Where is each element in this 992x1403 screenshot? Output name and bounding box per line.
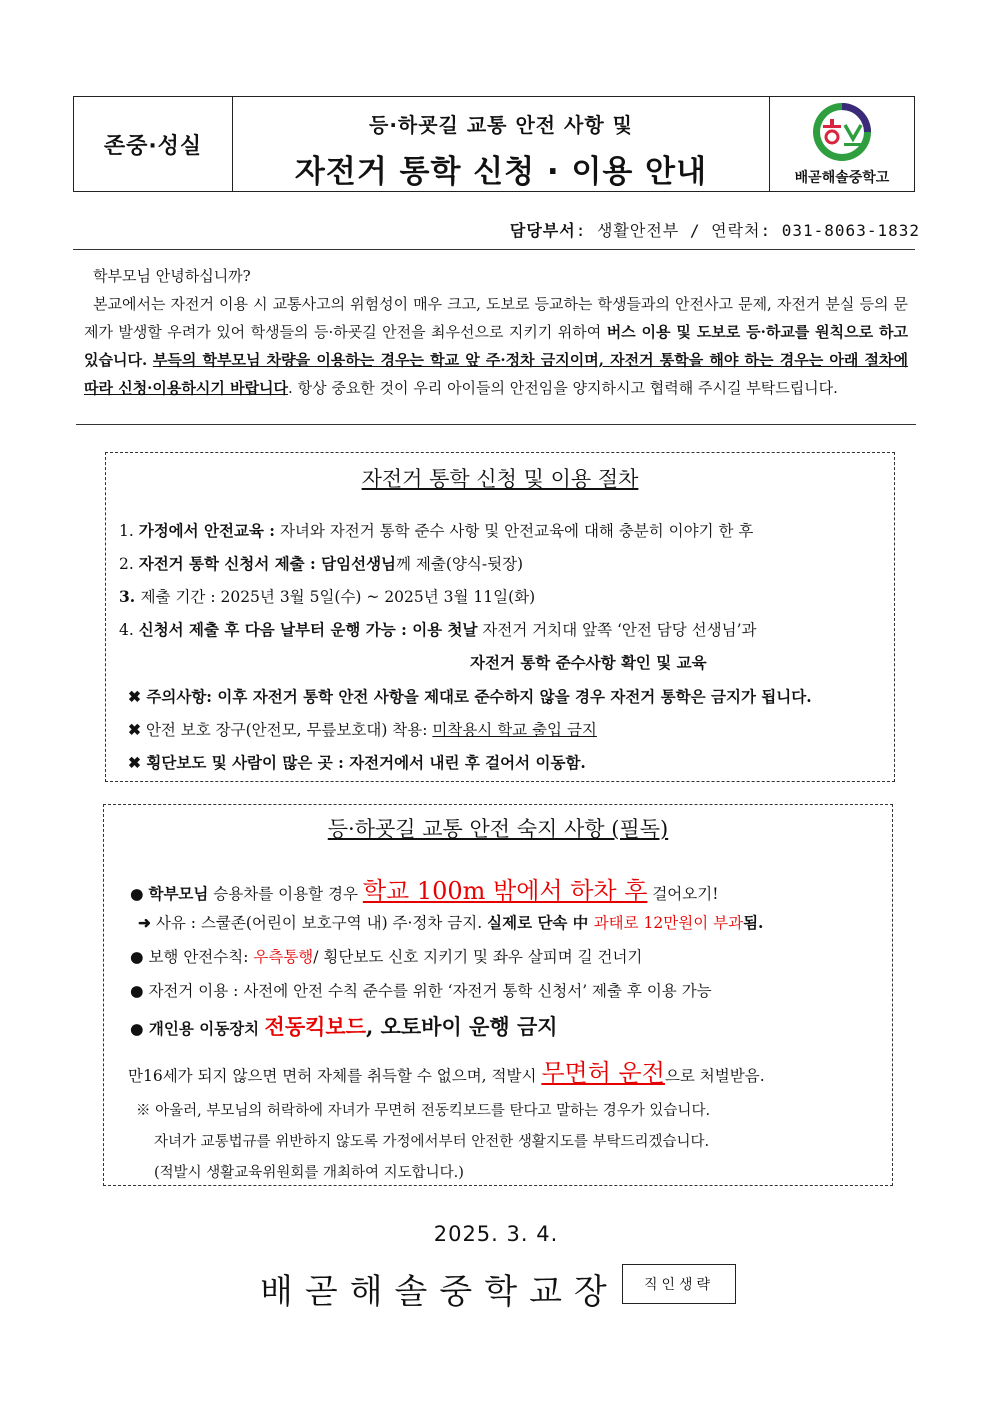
item-text: 자전거 거치대 앞쪽 ‘안전 담당 선생님’과 <box>477 621 757 639</box>
procedure-item-1 <box>119 519 753 541</box>
cross-mark-icon: ✖ <box>128 687 141 706</box>
principal-name: 배곧해솔중학교장 <box>260 1272 619 1312</box>
logo-cell <box>770 97 914 191</box>
department-label: 담당부서 <box>509 221 576 240</box>
safety-bullet-1 <box>130 871 718 906</box>
intro-text-a: 본교에서는 자전거 이용 시 교통사고의 위험성이 매우 크고, 도보로 등교하는 학생들과의 안전사고 문제, 자전거 분실 등의 문제가 발생할 우려가 있어 학생들의 등·하굣길 안전을 최우선으로 지키기 위하여 <box>84 295 908 341</box>
caution-text: 안전 보호 장구(안전모, 무릎보호대) 착용: <box>145 721 433 739</box>
intro-underlined-rule: 부득의 학부모님 차량을 이용하는 경우는 학교 앞 주·정차 금지이며, 자전거 통학을 해야 하는 경우는 아래 절차에 따라 신청·이용하시기 바랍니다 <box>84 351 908 397</box>
safety-title-text: 등·하굣길 교통 안전 숙지 사항 (필독) <box>327 817 669 841</box>
procedure-item-4 <box>119 618 757 640</box>
bullet-text-end: 걸어오기! <box>647 885 719 903</box>
divider-top <box>73 249 915 250</box>
header-table <box>73 96 915 192</box>
parent-note-2: 자녀가 교통법규를 위반하지 않도록 가정에서부터 안전한 생활지도를 부탁드리겠습니다. <box>154 1134 710 1150</box>
bullet-red-highlight: 학교 100m 밖에서 하차 후 <box>362 877 648 905</box>
motto-cell <box>74 97 233 191</box>
seal-text: 직인생략 <box>643 1277 715 1293</box>
parent-note-1: ※ 아울러, 부모님의 허락하에 자녀가 무면허 전동킥보드를 탄다고 말하는 경우가 있습니다. <box>136 1103 711 1119</box>
safety-bullet-4 <box>130 1011 558 1041</box>
divider-bottom <box>76 424 916 425</box>
procedure-title-text: 자전거 통학 신청 및 이용 절차 <box>361 467 639 491</box>
reason-red-fine: 과태로 12만원이 부과 <box>593 914 744 932</box>
cross-mark-icon: ✖ <box>128 720 141 739</box>
license-red-highlight: 무면허 운전 <box>541 1059 665 1087</box>
procedure-item-4-cont: 자전거 통학 준수사항 확인 및 교육 <box>470 653 707 672</box>
bullet-text-end: , 오토바이 운행 금지 <box>365 1014 558 1039</box>
title-line-1: 등·하굣길 교통 안전 사항 및 <box>369 113 633 137</box>
title-cell <box>233 97 770 191</box>
license-warning <box>128 1053 765 1088</box>
item-bold: 신청서 제출 후 다음 날부터 운행 가능 : 이용 첫날 <box>138 620 478 639</box>
caution-note-3 <box>128 751 586 773</box>
safety-reason <box>138 911 763 933</box>
reason-bold: 실제로 단속 中 <box>487 913 594 932</box>
bullet-icon: ● <box>130 982 144 1000</box>
procedure-item-2 <box>119 552 523 574</box>
item-number: 4. <box>119 621 139 639</box>
item-number: 3. <box>119 587 141 606</box>
item-number: 1. <box>119 522 139 540</box>
safety-bullet-2 <box>130 945 642 967</box>
intro-bold-principle: 버스 이용 및 도보로 등·하교를 원칙으로 하고 있습니다. <box>84 323 908 369</box>
cross-mark-icon: ✖ <box>128 753 141 772</box>
document-date: 2025. 3. 4. <box>433 1222 559 1246</box>
safety-bullet-3 <box>130 979 712 1001</box>
caution-text: 주의사항: 이후 자전거 통학 안전 사항을 제대로 준수하지 않을 경우 자전거 통학은 금지가 됩니다. <box>146 687 812 706</box>
reason-text-b: 어린이 보호구역 내 <box>251 914 382 932</box>
bullet-text: 보행 안전수칙: <box>143 948 254 966</box>
reason-text-a: 사유 : 스쿨존( <box>151 914 252 932</box>
greeting: 학부모님 안녕하십니까? <box>93 267 251 285</box>
item-bold: 가정에서 안전교육 : <box>138 521 276 540</box>
bullet-icon: ● <box>130 885 144 903</box>
intro-text <box>84 262 908 402</box>
bullet-bold: 개인용 이동장치 <box>143 1019 265 1038</box>
school-logo-icon <box>807 101 877 163</box>
bullet-red-highlight: 우측통행 <box>253 948 314 966</box>
bullet-text: 승용차를 이용할 경우 <box>208 885 363 903</box>
arrow-icon: ➜ <box>138 913 151 932</box>
title-line-2: 자전거 통학 신청 · 이용 안내 <box>294 154 708 190</box>
parent-note-3: (적발시 생활교육위원회를 개최하여 지도합니다.) <box>154 1165 464 1181</box>
item-text: 께 제출(양식-뒷장) <box>396 555 524 573</box>
item-number: 2. <box>119 555 139 573</box>
bullet-icon: ● <box>130 948 144 966</box>
license-text: 만16세가 되지 않으면 면허 자체를 취득할 수 없으며, 적발시 <box>128 1067 542 1085</box>
bullet-icon: ● <box>130 1020 144 1038</box>
bullet-text-end: / 횡단보도 신호 지키기 및 좌우 살피며 길 건너기 <box>313 948 643 966</box>
procedure-item-3 <box>119 585 535 607</box>
bullet-bold: 학부모님 <box>148 884 209 903</box>
procedure-title <box>106 463 894 493</box>
bullet-text: 자전거 이용 : 사전에 안전 수칙 준수를 위한 ‘자전거 통학 신청서’ 제출 후 이용 가능 <box>143 982 712 1000</box>
school-motto: 존중·성실 <box>103 133 203 159</box>
intro-text-end: . 항상 중요한 것이 우리 아이들의 안전임을 양지하시고 협력해 주시길 부탁드립니다. <box>288 379 838 397</box>
item-text: 제출 기간 : 2025년 3월 5일(수) ~ 2025년 3월 11일(화) <box>140 588 536 606</box>
reason-end: 됨. <box>743 913 764 932</box>
caution-text: 횡단보도 및 사람이 많은 곳 : 자전거에서 내린 후 걸어서 이동함. <box>146 753 586 772</box>
intro-paragraph <box>84 290 908 402</box>
caution-note-1 <box>128 685 812 707</box>
safety-title <box>104 813 892 843</box>
seal-omitted-box <box>622 1264 736 1304</box>
caution-underlined: 미착용시 학교 출입 금지 <box>432 721 597 739</box>
department-contact <box>510 218 920 241</box>
school-logo-name: 배곧해솔중학고 <box>794 170 890 186</box>
item-text: 자녀와 자전거 통학 준수 사항 및 안전교육에 대해 충분히 이야기 한 후 <box>275 522 754 540</box>
department-value: : 생활안전부 / 연락처: 031-8063-1832 <box>575 221 920 240</box>
bullet-red-highlight: 전동킥보드 <box>264 1014 366 1039</box>
item-bold: 자전거 통학 신청서 제출 : 담임선생님 <box>138 554 397 573</box>
traffic-safety-box <box>103 804 893 1186</box>
license-text-end: 으로 처벌받음. <box>664 1067 765 1085</box>
bicycle-procedure-box <box>105 452 895 782</box>
caution-note-2 <box>128 718 597 740</box>
reason-text-c: ) 주·정차 금지. <box>381 914 488 932</box>
